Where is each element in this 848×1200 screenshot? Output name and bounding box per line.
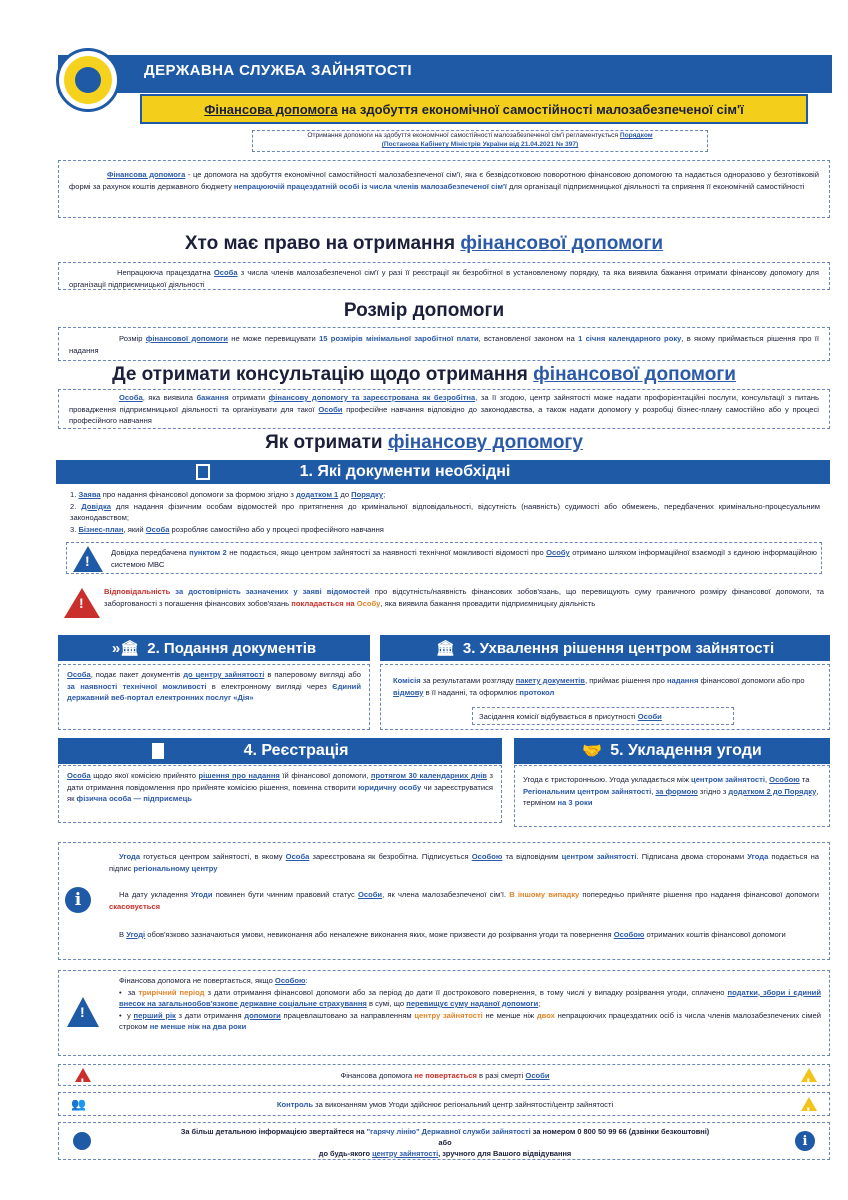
handshake-icon: 🤝 xyxy=(582,743,603,760)
control-note: 👥 Контроль за виконанням умов Угоди здійснює регіональний центр зайнятості/центр зайнятості ! xyxy=(58,1092,830,1116)
step1-bar xyxy=(56,460,830,484)
warning-icon xyxy=(801,1068,817,1082)
employment-service-logo xyxy=(56,48,120,112)
info-block: i Угода готується центром зайнятості, в якому Особа зареєстрована як безробітна. Підписується Особою та відповідним центром зайнятості. Підписана двома сторонами Угода подається на підпис регіональному центру На дату укладення Угоди повинен бути чинним правовий статус Особи, як члена малозабезпеченої сім'ї. В іншому випадку попередньо прийняте рішення про надання фінансової допомоги скасовується В Угоді обов'язково зазначаються умови, невиконання або неналежне виконання яких, може призвести до розірвання угоди та повернення Особою отриманих коштів фінансової допомоги xyxy=(58,842,830,960)
step1-title: 1. Які документи необхідні xyxy=(299,463,511,480)
step3-block: Комісія за результатами розгляду пакету документів, приймає рішення про надання фінансової допомоги або про відмову в її наданні, та оформлює протокол xyxy=(380,664,830,730)
contact-block: За більш детальною інформацією звертайтеся на "гарячу лінію" Державної служби зайнятості за номером 0 800 50 99 66 (дзвінки безкоштовні) або до будь-якого центру зайнятості, зручного для Вашого відвідування i xyxy=(58,1122,830,1160)
step3-bar xyxy=(380,635,830,661)
return-block: ! Фінансова допомога не повертається, якщо Особою: • за трирічний період з дати отримання фінансової допомоги або за період до дати її дострокового повернення, в тому числі у випадку розірвання угоди, сплачено податки, збори і єдиний внесок на загальнообов'язкове державне соціальне страхування в сумі, що перевищує суму наданої допомоги; • у перший рік з дати отримання допомоги працевлаштовано за направленням центру зайнятості не менше ніж двох непрацюючих працездатних осіб із числа членів малозабезпечених сімей строком не менше ніж на два роки xyxy=(58,970,830,1056)
subtitle-link[interactable]: Фінансова допомога xyxy=(204,101,338,117)
info-icon: i xyxy=(65,887,91,913)
warning-icon xyxy=(67,997,99,1027)
step2-block: Особа, подає пакет документів до центру зайнятості в паперовому вигляді або за наявності технічної можливості в електронному вигляді через Єдиний державний веб-портал електронних послуг «Дія» xyxy=(58,664,370,730)
liability-block: ! Відповідальність за достовірність зазначених у заяві відомостей про відсутність/наявність фінансових зобов'язань, що перевищують суму граничного розміру фінансової допомоги, та заборгованості з погашення фінансових зобов'язань покладається на Особу, яка виявила бажання провадити підприємницьку діяльність xyxy=(58,582,830,626)
document-icon xyxy=(152,743,164,759)
warning-icon xyxy=(64,588,100,618)
org-title: ДЕРЖАВНА СЛУЖБА ЗАЙНЯТОСТІ xyxy=(144,62,412,79)
step2-bar xyxy=(58,635,370,661)
checklist-icon xyxy=(196,464,210,480)
size-heading: Розмір допомоги xyxy=(343,300,505,321)
page-subtitle xyxy=(140,94,808,124)
death-note: ! Фінансова допомога не повертається в разі смерті Особи ! xyxy=(58,1064,830,1086)
step4-block: Особа щодо якої комісією прийнято рішення про надання їй фінансової допомоги, протягом 30 календарних днів з дати отримання повідомлення про прийняте комісією рішення, повинна створити юридичну особу чи зареєструватися як фізична особа — підприємець xyxy=(58,765,502,823)
regulation-note: Отримання допомоги на здобуття економічної самостійності малозабезпеченої сім'ї регламентується Порядком (Постанова Кабінету Міністрів України від 21.04.2021 № 397) xyxy=(252,130,708,152)
bank-icon: 🏛 xyxy=(435,640,455,657)
order-link[interactable]: Порядком xyxy=(619,132,653,139)
step1-list: 1. Заява про надання фінансової допомоги за формою згідно з додатком 1 до Порядку; 2. Довідка для надання фізичним особам відомостей про притягнення до кримінальної відповідальності, відсутність (наявність) судимості або обмежень, передбачених кримінально-процесуальним законодавством; 3. Бізнес-план, який Особа розробляє самостійно або у процесі професійного навчання xyxy=(70,490,820,534)
who-block: Непрацююча працездатна Особа з числа членів малозабезпеченої сім'ї у разі її реєстрації як безробітної в установленому порядку, та яка виявила бажання отримати фінансову допомогу для організації підприємницької діяльності xyxy=(58,262,830,290)
info-icon: i xyxy=(795,1131,815,1151)
step4-title: 4. Реєстрація xyxy=(243,742,349,759)
arrows-bank-icon: »🏛 xyxy=(111,640,140,657)
step5-title: 5. Укладення угоди xyxy=(610,742,762,759)
step1-note: ! Довідка передбачена пунктом 2 не подається, якщо центром зайнятості за наявності технічної можливості відомості про Особу отримано шляхом інформаційної взаємодії з єдиною інформаційною системою МВС xyxy=(66,542,822,574)
who-heading: Хто має право на отримання фінансової допомоги xyxy=(184,233,664,254)
step4-bar xyxy=(58,738,502,764)
warning-icon xyxy=(801,1097,817,1111)
step3-sub: Засідання комісії відбувається в присутності Особи xyxy=(472,707,734,725)
size-block: Розмір фінансової допомоги не може перевищувати 15 розмірів мінімальної заробітної плати, встановленої законом на 1 січня календарного року, в якому приймається рішення про її надання xyxy=(58,327,830,361)
how-heading: Як отримати фінансову допомогу xyxy=(265,432,583,453)
intro-block: Фінансова допомога - це допомога на здобуття економічної самостійності малозабезпеченої сім'ї, яка є безвідсотковою поворотною фінансовою допомогою та надається одноразово у безготівковій формі за рахунок коштів державного бюджету непрацюючій працездатній особі із числа членів малозабезпеченої сім'ї для організації підприємницької діяльності та сприяння її економічній самостійності xyxy=(58,160,830,218)
warning-icon xyxy=(73,546,103,572)
step3-title: 3. Ухвалення рішення центром зайнятості xyxy=(462,639,775,657)
step5-bar xyxy=(514,738,830,764)
step2-title: 2. Подання документів xyxy=(147,639,317,657)
consult-block: Особа, яка виявила бажання отримати фінансову допомогу та зареєстрована як безробітна, за її згодою, центр зайнятості може надати профорієнтаційні послуги, консультації з питань провадження підприємницької діяльності та організувати для такої Особи професійне навчання відповідно до законодавства, а також надати допомогу у розробці бізнес-плану самостійно або у процесі професійного навчання xyxy=(58,389,830,429)
resolution-link[interactable]: (Постанова Кабінету Міністрів України від 21.04.2021 № 397) xyxy=(381,141,579,148)
consult-heading: Де отримати консультацію щодо отримання фінансової допомоги xyxy=(112,364,736,385)
group-icon: 👥 xyxy=(71,1097,86,1111)
subtitle-text: на здобуття економічної самостійності малозабезпеченої сім'ї xyxy=(337,101,744,117)
step5-block: Угода є тристоронньою. Угода укладається між центром зайнятості, Особою та Регіональним центром зайнятості, за формою згідно з додатком 2 до Порядку, терміном на 3 роки xyxy=(514,765,830,827)
